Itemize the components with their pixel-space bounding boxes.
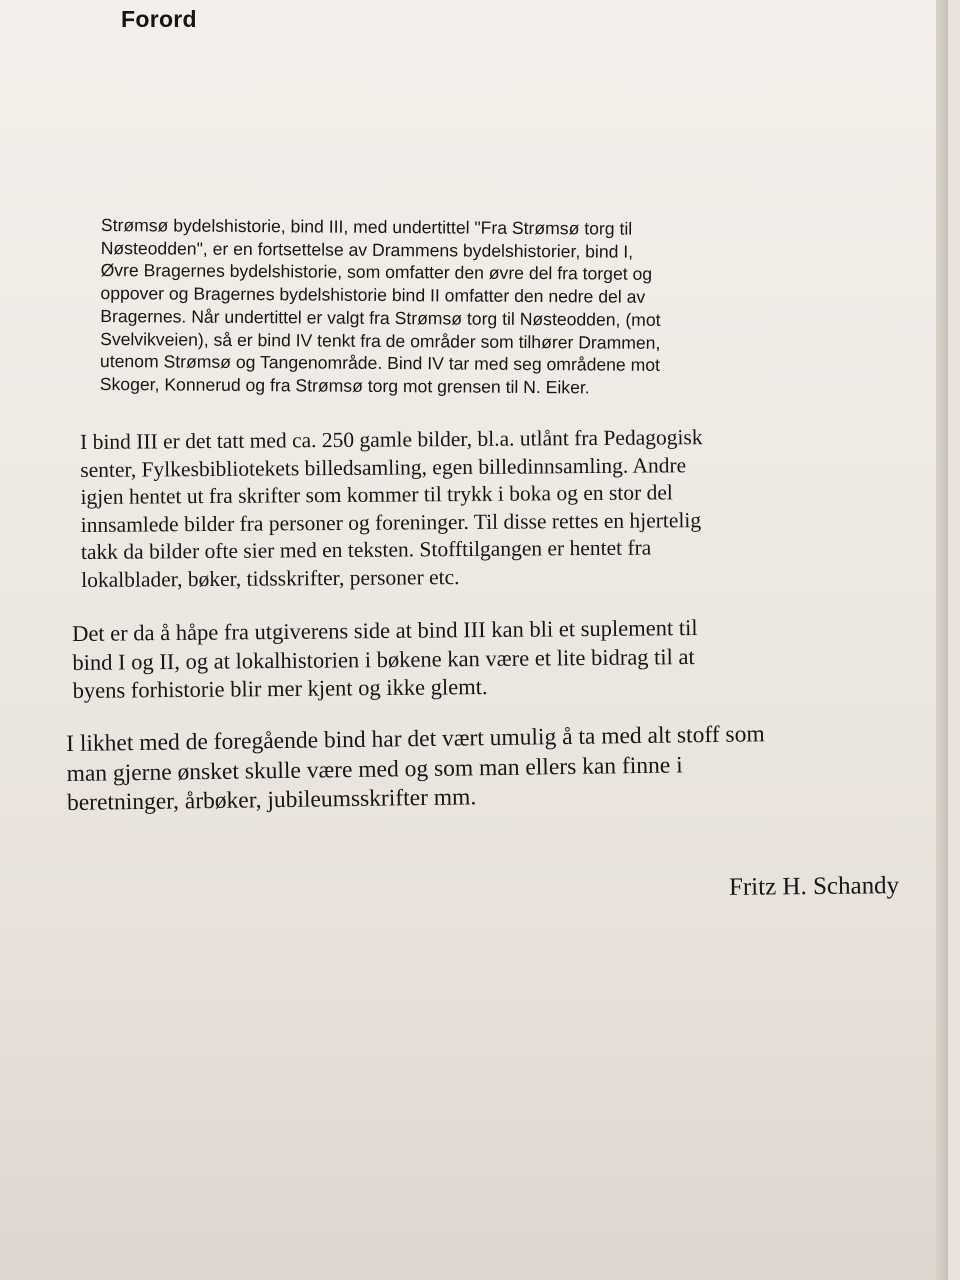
text-line: Strømsø bydelshistorie, bind III, med undertittel "Fra Strømsø torg til	[100, 214, 633, 239]
text-line: Bragernes. Når undertittel er valgt fra Strømsø torg til Nøsteodden, (mot	[100, 305, 661, 330]
text-line: lokalblader, bøker, tidsskrifter, personer etc.	[81, 564, 460, 592]
text-line: I likhet med de foregående bind har det vært umulig å ta med alt stoff som	[66, 721, 765, 757]
text-line: I bind III er det tatt med ca. 250 gamle bilder, bl.a. utlånt fra Pedagogisk	[80, 425, 703, 454]
text-line: Skoger, Konnerud og fra Strømsø torg mot grensen til N. Eiker.	[99, 373, 590, 398]
paragraph-1	[100, 214, 662, 400]
text-line: beretninger, årbøker, jubileumsskrifter mm.	[66, 784, 477, 816]
text-line: igjen hentet ut fra skrifter som kommer til trykk i boka og en stor del	[80, 480, 673, 510]
text-line: Svelvikveien), så er bind IV tenkt fra de områder som tilhører Drammen,	[100, 328, 661, 353]
author-signature: Fritz H. Schandy	[728, 872, 900, 901]
text-line: byens forhistorie blir mer kjent og ikke glemt.	[72, 674, 488, 703]
text-line: oppover og Bragernes bydelshistorie bind II omfatter den nedre del av	[100, 283, 646, 307]
text-line: Det er da å håpe fra utgiverens side at bind III kan bli et suplement til	[72, 614, 698, 646]
text-line: Nøsteodden", er en fortsettelse av Drammens bydelshistorier, bind I,	[100, 237, 634, 262]
text-line: senter, Fylkesbibliotekets billedsamling, egen billedinnsamling. Andre	[80, 452, 687, 482]
page-edge	[936, 0, 948, 1280]
paragraph-2	[80, 424, 704, 594]
text-line: takk da bilder ofte sier med en teksten. Stofftilgangen er hentet fra	[80, 535, 652, 565]
text-line: man gjerne ønsket skulle være med og som man ellers kan finne i	[66, 751, 683, 787]
paragraph-4	[66, 720, 766, 818]
page-heading: Forord	[121, 6, 197, 32]
text-line: innsamlede bilder fra personer og foreninger. Til disse rettes en hjertelig	[80, 507, 702, 537]
text-line: Øvre Bragernes bydelshistorie, som omfatter den øvre del fra torget og	[100, 260, 653, 285]
text-line: utenom Strømsø og Tangenområde. Bind IV tar med seg områdene mot	[99, 351, 661, 376]
text-line: bind I og II, og at lokalhistorien i bøkene kan være et lite bidrag til at	[72, 643, 695, 675]
paragraph-3	[72, 614, 698, 705]
